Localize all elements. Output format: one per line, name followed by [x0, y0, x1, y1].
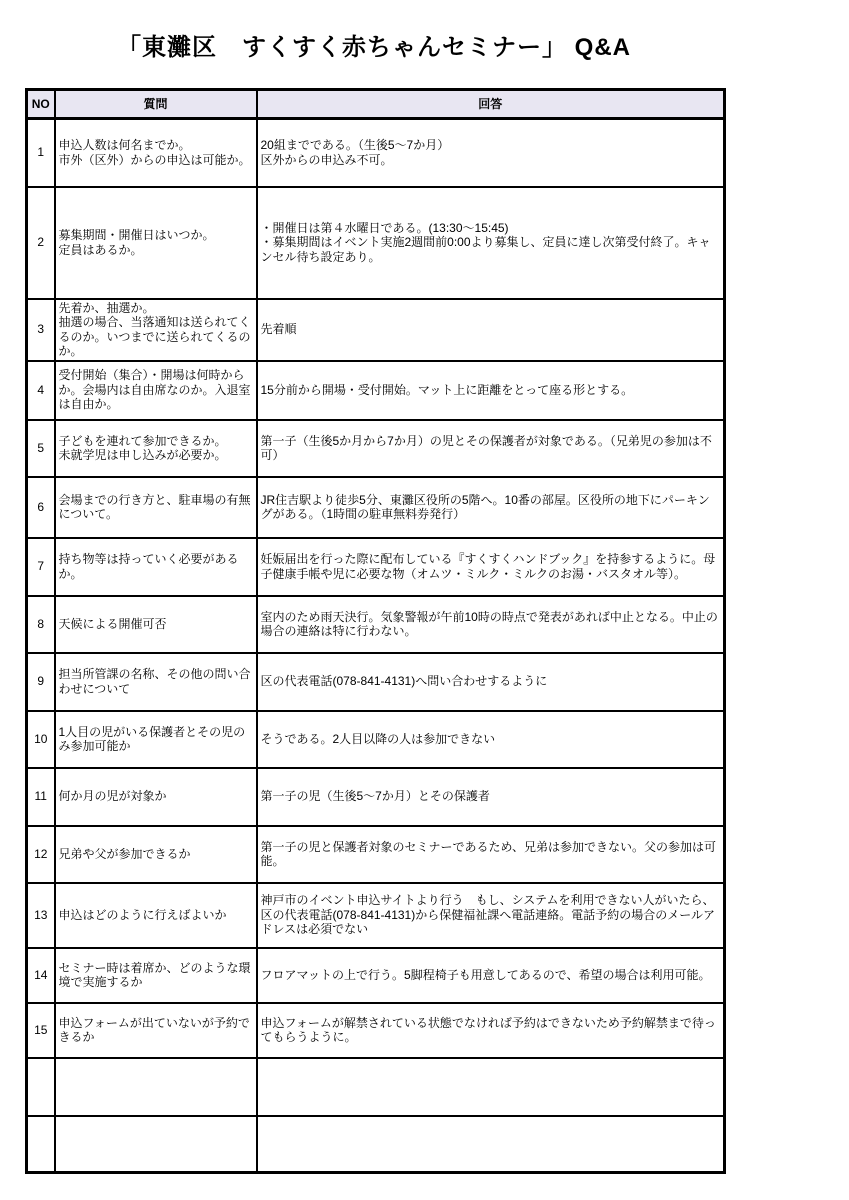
header-question: 質問 [55, 90, 257, 119]
table-row [27, 883, 725, 948]
question-cell: 担当所管課の名称、その他の問い合わせについて [55, 653, 257, 711]
answer-cell: 室内のため雨天決行。気象警報が午前10時の時点で発表があれば中止となる。中止の場合の連絡は特に行わない。 [257, 596, 725, 653]
table-row [27, 711, 725, 768]
answer-cell: 20組までである。（生後5～7か月） 区外からの申込み不可。 [257, 119, 725, 187]
table-header-row [27, 90, 725, 119]
row-no: 7 [27, 538, 55, 596]
answer-cell: 妊娠届出を行った際に配布している『すくすくハンドブック』を持参するように。母子健康手帳や児に必要な物（オムツ・ミルク・ミルクのお湯・バスタオル等）。 [257, 538, 725, 596]
page-title: 「東灘区 すくすく赤ちゃんセミナー」 Q&A [117, 34, 631, 61]
table-row [27, 119, 725, 187]
answer-cell: そうである。2人目以降の人は参加できない [257, 711, 725, 768]
row-no: 15 [27, 1003, 55, 1058]
question-cell: セミナー時は着席か、どのような環境で実施するか [55, 948, 257, 1003]
row-no: 14 [27, 948, 55, 1003]
table-row [27, 361, 725, 420]
answer-cell: 神戸市のイベント申込サイトより行う もし、システムを利用できない人がいたら、区の代表電話(078-841-4131)から保健福祉課へ電話連絡。電話予約の場合のメールアドレスは必須でない [257, 883, 725, 948]
qa-table [25, 88, 726, 1174]
row-no: 11 [27, 768, 55, 826]
header-no: NO [27, 90, 55, 119]
answer-cell: 先着順 [257, 299, 725, 361]
table-row [27, 768, 725, 826]
row-no: 3 [27, 299, 55, 361]
answer-cell [257, 1116, 725, 1173]
question-cell: 天候による開催可否 [55, 596, 257, 653]
answer-cell: 第一子（生後5か月から7か月）の児とその保護者が対象である。（兄弟児の参加は不可） [257, 420, 725, 477]
table-row [27, 420, 725, 477]
question-cell: 申込人数は何名までか。 市外（区外）からの申込は可能か。 [55, 119, 257, 187]
table-row [27, 477, 725, 538]
question-cell: 申込はどのように行えばよいか [55, 883, 257, 948]
answer-cell: 15分前から開場・受付開始。マット上に距離をとって座る形とする。 [257, 361, 725, 420]
table-row [27, 826, 725, 883]
row-no [27, 1116, 55, 1173]
question-cell: 1人目の児がいる保護者とその児のみ参加可能か [55, 711, 257, 768]
table-row [27, 187, 725, 299]
question-cell: 持ち物等は持っていく必要があるか。 [55, 538, 257, 596]
row-no [27, 1058, 55, 1116]
answer-cell: ・開催日は第４水曜日である。(13:30～15:45) ・募集期間はイベント実施2週間前0:00より募集し、定員に達し次第受付終了。キャンセル待ち設定あり。 [257, 187, 725, 299]
question-cell: 募集期間・開催日はいつか。 定員はあるか。 [55, 187, 257, 299]
row-no: 2 [27, 187, 55, 299]
question-cell: 子どもを連れて参加できるか。 未就学児は申し込みが必要か。 [55, 420, 257, 477]
table-row [27, 596, 725, 653]
row-no: 1 [27, 119, 55, 187]
answer-cell: JR住吉駅より徒歩5分、東灘区役所の5階へ。10番の部屋。区役所の地下にパーキングがある。（1時間の駐車無料券発行） [257, 477, 725, 538]
row-no: 9 [27, 653, 55, 711]
answer-cell [257, 1058, 725, 1116]
question-cell: 会場までの行き方と、駐車場の有無について。 [55, 477, 257, 538]
table-row [27, 299, 725, 361]
table-row [27, 948, 725, 1003]
answer-cell: 申込フォームが解禁されている状態でなければ予約はできないため予約解禁まで待ってもらうように。 [257, 1003, 725, 1058]
question-cell: 何か月の児が対象か [55, 768, 257, 826]
header-answer: 回答 [257, 90, 725, 119]
row-no: 12 [27, 826, 55, 883]
question-cell: 兄弟や父が参加できるか [55, 826, 257, 883]
row-no: 8 [27, 596, 55, 653]
answer-cell: 第一子の児と保護者対象のセミナーであるため、兄弟は参加できない。父の参加は可能。 [257, 826, 725, 883]
row-no: 6 [27, 477, 55, 538]
row-no: 13 [27, 883, 55, 948]
answer-cell: 第一子の児（生後5～7か月）とその保護者 [257, 768, 725, 826]
question-cell: 先着か、抽選か。 抽選の場合、当落通知は送られてくるのか。いつまでに送られてくるのか。 [55, 299, 257, 361]
row-no: 10 [27, 711, 55, 768]
question-cell [55, 1116, 257, 1173]
table-row [27, 653, 725, 711]
answer-cell: 区の代表電話(078-841-4131)へ問い合わせするように [257, 653, 725, 711]
table-row [27, 1003, 725, 1058]
table-row-empty [27, 1058, 725, 1116]
answer-cell: フロアマットの上で行う。5脚程椅子も用意してあるので、希望の場合は利用可能。 [257, 948, 725, 1003]
table-row-empty [27, 1116, 725, 1173]
table-row [27, 538, 725, 596]
question-cell: 申込フォームが出ていないが予約できるか [55, 1003, 257, 1058]
row-no: 5 [27, 420, 55, 477]
question-cell: 受付開始（集合）・開場は何時からか。会場内は自由席なのか。入退室は自由か。 [55, 361, 257, 420]
question-cell [55, 1058, 257, 1116]
row-no: 4 [27, 361, 55, 420]
